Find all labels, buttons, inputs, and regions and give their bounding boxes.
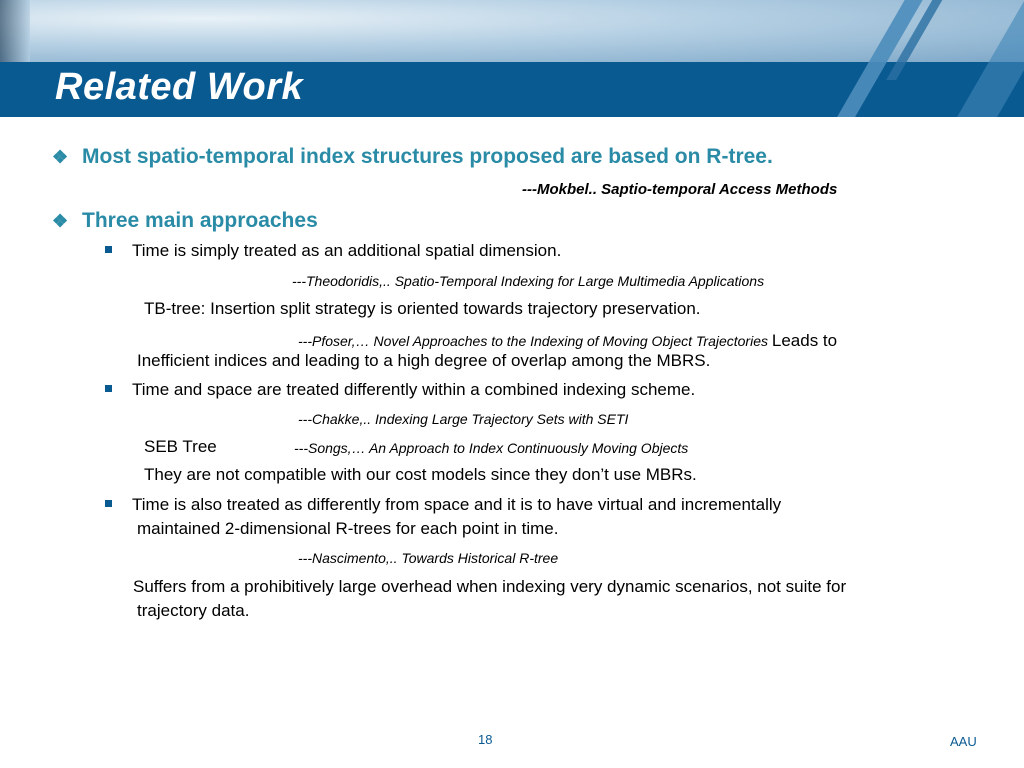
four-diamond-icon: ❖ [52,147,69,167]
bullet-text: Time is simply treated as an additional spatial dimension. [132,241,562,260]
bullet-level1 [52,209,318,233]
body-text: Leads to [771,331,838,350]
square-bullet-icon [105,385,112,392]
body-text: They are not compatible with our cost models since they don’t use MBRs. [144,465,697,484]
square-bullet-icon [105,500,112,507]
bullet-level1 [52,145,773,169]
reference-citation [298,331,837,351]
bullet-level2 [105,241,561,261]
square-bullet-icon [105,246,112,253]
body-text: trajectory data. [137,601,250,620]
page-number: 18 [478,732,493,747]
reference-citation: ---Songs,… An Approach to Index Continuously Moving Objects [294,440,689,456]
body-text: maintained 2-dimensional R-trees for each point in time. [137,519,559,538]
body-text: TB-tree: Insertion split strategy is oriented towards trajectory preservation. [144,299,701,318]
header-shade [0,0,30,62]
slide-title: Related Work [55,66,304,108]
citation-text: ---Pfoser,… Novel Approaches to the Indexing of Moving Object Trajectories [298,333,768,349]
body-text: Suffers from a prohibitively large overhead when indexing very dynamic scenarios, not suite for [133,577,847,596]
bullet-level2 [105,380,695,400]
bullet-text: Three main approaches [82,209,318,232]
body-text: SEB Tree [144,437,217,456]
header-photo [0,0,1024,62]
bullet-text: Time is also treated as differently from space and it is to have virtual and incrementally [132,495,782,514]
four-diamond-icon: ❖ [52,211,69,231]
reference-citation: ---Theodoridis,.. Spatio-Temporal Indexing for Large Multimedia Applications [292,273,765,289]
bullet-text: Most spatio-temporal index structures proposed are based on R-tree. [82,145,773,168]
footer-organization: AAU [950,734,977,749]
reference-citation: ---Nascimento,.. Towards Historical R-tree [298,550,559,566]
reference-citation: ---Chakke,.. Indexing Large Trajectory Sets with SETI [298,411,629,427]
bullet-level2 [105,495,781,515]
body-text: Inefficient indices and leading to a high degree of overlap among the MBRS. [137,351,711,370]
reference-citation: ---Mokbel.. Saptio-temporal Access Methods [522,181,838,198]
bullet-text: Time and space are treated differently within a combined indexing scheme. [132,380,696,399]
